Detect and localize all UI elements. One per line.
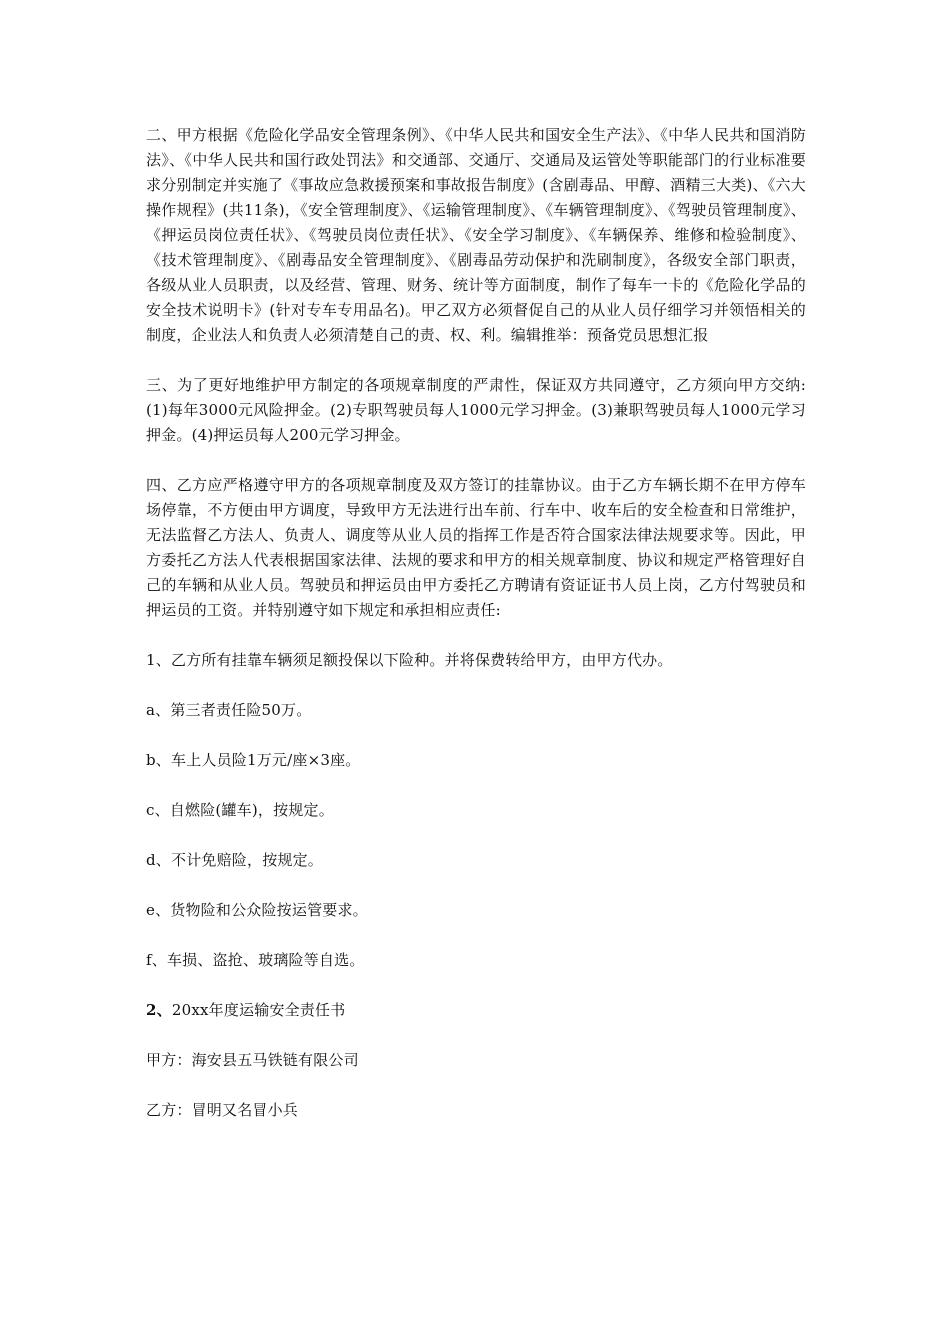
list-item-a: a、第三者责任险50万。 — [146, 701, 312, 719]
section-heading-title: 20xx年度运输安全责任书 — [171, 1001, 346, 1019]
party-a: 甲方：海安县五马铁链有限公司 — [146, 1051, 359, 1069]
paragraph-3: 三、为了更好地维护甲方制定的各项规章制度的严肃性，保证双方共同遵守，乙方须向甲方交纳:(1)每年3000元风险押金。(2)专职驾驶员每人1000元学习押金。(3)兼职驾驶员每人1000元学习押金。(4)押运员每人200元学习押金。 — [146, 376, 806, 444]
paragraph-4: 四、乙方应严格遵守甲方的各项规章制度及双方签订的挂靠协议。由于乙方车辆长期不在甲方停车场停靠，不方便由甲方调度，导致甲方无法进行出车前、行车中、收车后的安全检查和日常维护，无法监督乙方法人、负责人、调度等从业人员的指挥工作是否符合国家法律法规要求等。因此，甲方委托乙方法人代表根据国家法律、法规的要求和甲方的相关规章制度、协议和规定严格管理好自己的车辆和从业人员。驾驶员和押运员由甲方委托乙方聘请有资证证书人员上岗，乙方付驾驶员和押运员的工资。并特别遵守如下规定和承担相应责任: — [146, 476, 806, 619]
section-heading-2 — [146, 998, 806, 1023]
document-page — [146, 123, 806, 1148]
list-item-c: c、自燃险(罐车)，按规定。 — [146, 801, 334, 819]
party-b: 乙方：冒明又名冒小兵 — [146, 1101, 299, 1119]
paragraph-2: 二、甲方根据《危险化学品安全管理条例》、《中华人民共和国安全生产法》、《中华人民共和国消防法》、《中华人民共和国行政处罚法》和交通部、交通厅、交通局及运管处等职能部门的行业标准要求分别制定并实施了《事故应急救援预案和事故报告制度》(含剧毒品、甲醇、酒精三大类)、《六大操作规程》(共11条)，《安全管理制度》、《运输管理制度》、《车辆管理制度》、《驾驶员管理制度》、《押运员岗位责任状》、《驾驶员岗位责任状》、《安全学习制度》、《车辆保养、维修和检验制度》、《技术管理制度》、《剧毒品安全管理制度》、《剧毒品劳动保护和洗刷制度》，各级安全部门职责，各级从业人员职责，以及经营、管理、财务、统计等方面制度，制作了每车一卡的《危险化学品的安全技术说明卡》(针对专车专用品名)。甲乙双方必须督促自己的从业人员仔细学习并领悟相关的制度，企业法人和负责人必须清楚自己的责、权、利。编辑推举：预备党员思想汇报 — [146, 126, 806, 344]
section-heading-number: 2、 — [146, 1001, 172, 1019]
list-item-f: f、车损、盗抢、玻璃险等自选。 — [146, 951, 365, 969]
list-item-d: d、不计免赔险，按规定。 — [146, 851, 324, 869]
list-item-e: e、货物险和公众险按运管要求。 — [146, 901, 368, 919]
list-item-1: 1、乙方所有挂靠车辆须足额投保以下险种。并将保费转给甲方，由甲方代办。 — [146, 651, 673, 669]
list-item-b: b、车上人员险1万元/座×3座。 — [146, 751, 361, 769]
